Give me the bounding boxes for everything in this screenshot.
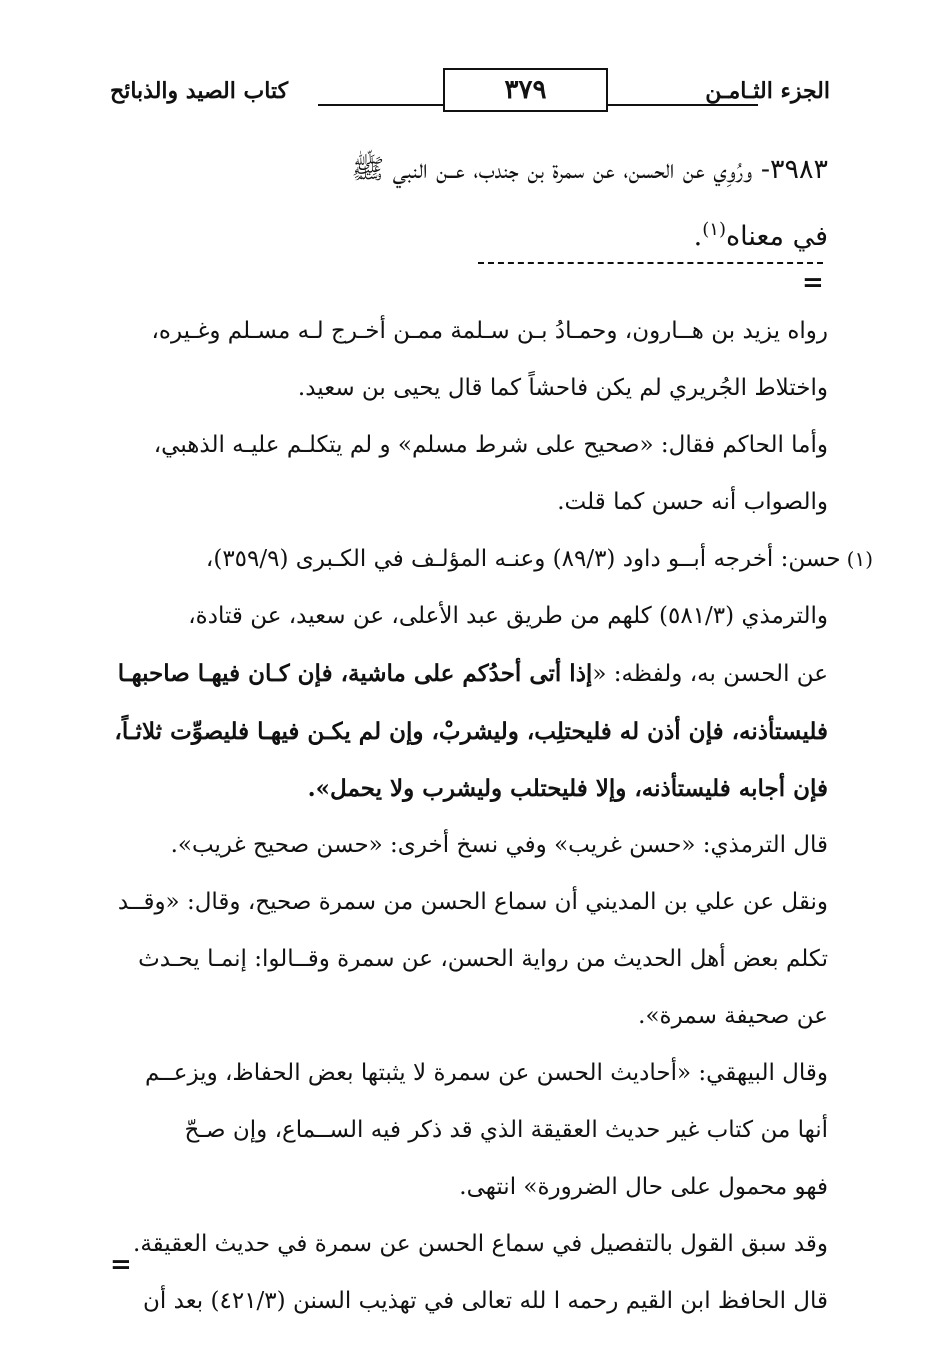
footnote-1-text-1: حسن: أخرجه أبــو داود (٨٩/٣) وعنـه المؤلـف في الكـبرى (٣٥٩/٩)، (205, 546, 841, 572)
footnote-1-number: (١) (846, 547, 873, 571)
note-line-madini-1: ونقل عن علي بن المديني أن سماع الحسن من سمرة صحيح، وقال: «وقــد (117, 889, 828, 915)
page-number: ٣٧٩ (443, 68, 608, 112)
header-part: الجزء الثـامـن (705, 78, 830, 104)
hadith-line-1: ٣٩٨٣- ورُوِي عن الحسن، عن سمرة بن جندب، عــن النبي ﷺ (351, 154, 828, 185)
prev-note-line-4: والصواب أنه حسن كما قلت. (557, 489, 828, 515)
header-book-title: كتاب الصيد والذبائح (110, 78, 289, 104)
footnote-1-line-1 (108, 531, 873, 588)
continuation-mark-top: = (802, 268, 824, 298)
prev-note-line-3: وأما الحاكم فقال: «صحيح على شرط مسلم» و لم يتكلـم عليـه الذهبي، (153, 432, 828, 458)
footnote-1-line-2: والترمذي (٥٨١/٣) كلهم من طريق عبد الأعلى، عن سعيد، عن قتادة، (188, 603, 828, 629)
header-rule-right (608, 104, 758, 106)
footnote-separator (478, 262, 823, 264)
hadith-line-2 (108, 200, 828, 267)
footnote-1-text-3: عن الحسن به، ولفظه: « (592, 661, 828, 687)
hadith-quote-line-2: فإن أجابه فليستأذنه، وإلا فليحتلب وليشرب ولا يحمل». (307, 775, 828, 802)
note-line-bayhaqi-2: أنها من كتاب غير حديث العقيقة الذي قد ذكر فيه الســماع، وإن صـحّ (184, 1117, 828, 1143)
note-line-madini-3: عن صحيفة سمرة». (638, 1003, 828, 1029)
running-header (110, 72, 830, 122)
note-line-tirmidhi: قال الترمذي: «حسن غريب» وفي نسخ أخرى: «حسن صحيح غريب». (170, 832, 828, 858)
prev-note-line-1: رواه يزيد بن هــارون، وحمـادُ بـن سـلمة ممـن أخـرج لـه مسـلم وغـيره، (151, 318, 828, 344)
note-line-ibn-qayyim: قال الحافظ ابن القيم رحمه ا لله تعالى في تهذيب السنن (٤٢١/٣) بعد أن (143, 1288, 828, 1314)
header-rule-left (318, 104, 443, 106)
note-line-bayhaqi-3: فهو محمول على حال الضرورة» انتهى. (459, 1174, 828, 1200)
prev-note-line-2: واختلاط الجُريري لم يكن فاحشاً كما قال يحيى بن سعيد. (297, 375, 828, 401)
hadith-line-2-text: في معناه (725, 221, 828, 252)
footnote-1-line-3 (108, 645, 828, 703)
note-line-bayhaqi-1: وقال البيهقي: «أحاديث الحسن عن سمرة لا يثبتها بعض الحفاظ، ويزعــم (144, 1060, 828, 1086)
continuation-mark-bottom: = (110, 1250, 132, 1280)
footnotes-section (108, 303, 873, 1330)
hadith-end-dot: . (693, 221, 703, 252)
note-line-aqiqa: وقد سبق القول بالتفصيل في سماع الحسن عن سمرة في حديث العقيقة. (133, 1231, 828, 1257)
footnote-ref: (١) (702, 219, 726, 240)
hadith-quote-start: إذا أتى أحدُكم على ماشية، فإن كـان فيهـا صاحبهـا (117, 660, 593, 687)
hadith-quote-line-1: فليستأذنه، فإن أذن له فليحتلِب، وليشربْ، وإن لم يكـن فيهـا فليصوِّت ثلاثـاً، (114, 718, 828, 745)
hadith-text (108, 140, 828, 267)
note-line-madini-2: تكلم بعض أهل الحديث من رواية الحسن، عن سمرة وقــالوا: إنمـا يحـدث (138, 946, 828, 972)
